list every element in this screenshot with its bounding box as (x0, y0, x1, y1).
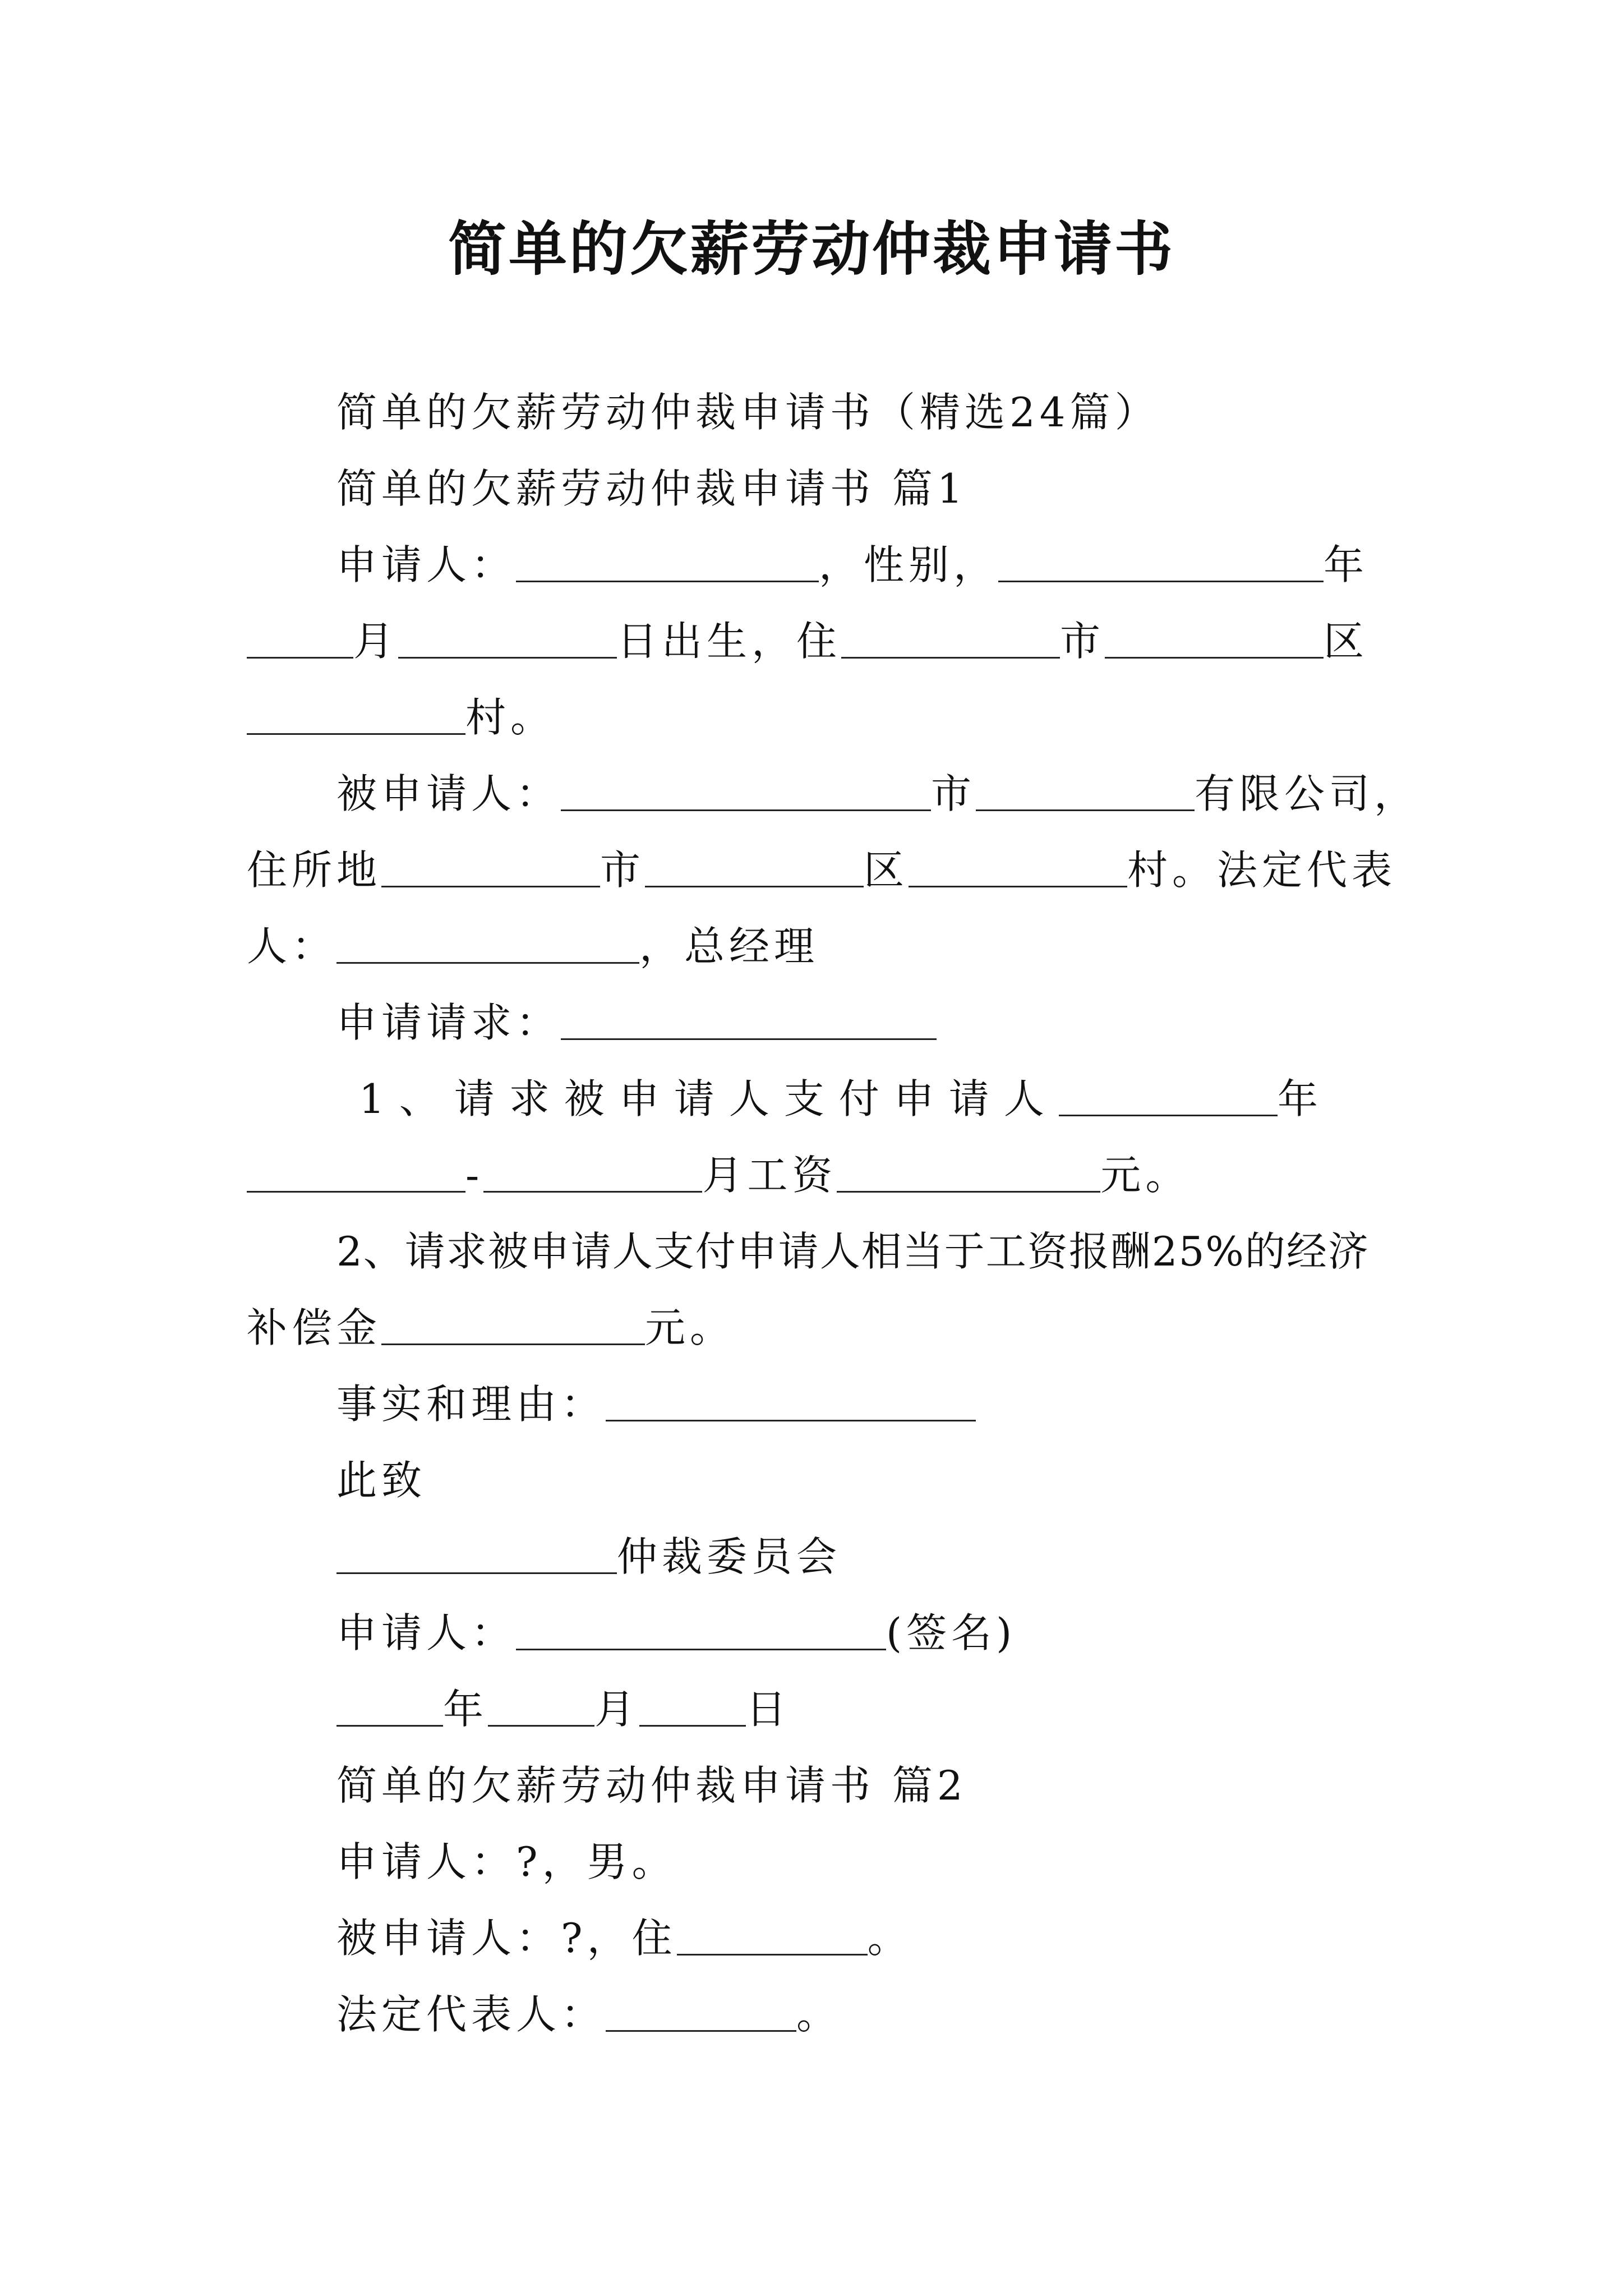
month-label: 月 (353, 618, 399, 665)
wage-start-blank (247, 1152, 465, 1193)
respondent-city-label: 市 (931, 770, 976, 817)
claims-label: 申请请求： (336, 999, 561, 1046)
applicant-label: 申请人： (336, 541, 517, 588)
compensation-line (247, 1303, 735, 1353)
respondent-city-blank (561, 770, 931, 811)
birth-address-line (247, 616, 1368, 666)
legal-rep-2-period: 。 (796, 1991, 842, 2038)
claims-blank (561, 999, 937, 1040)
year-blank (247, 618, 353, 659)
year-label: 年 (1324, 541, 1369, 588)
claims-line (336, 997, 937, 1048)
claim-2-line: 2、请求被申请人支付申请人相当于工资报酬25%的经济 (336, 1228, 1370, 1275)
date-line (336, 1684, 791, 1734)
date-month-blank (488, 1686, 594, 1727)
salutation: 此致 (336, 1457, 427, 1504)
applicant-line (336, 540, 1368, 590)
signature-line (336, 1608, 1016, 1658)
manager-label: ，总经理 (639, 923, 819, 970)
respondent-label: 被申请人： (336, 770, 561, 817)
city-blank (841, 618, 1060, 659)
dash-label: - (465, 1152, 484, 1199)
committee-label: 仲裁委员会 (617, 1533, 842, 1580)
domicile-village-blank (909, 846, 1127, 887)
legal-rep-2-blank (606, 1991, 796, 2032)
wage-end-blank (483, 1152, 702, 1193)
date-day-blank (639, 1686, 746, 1727)
facts-label: 事实和理由： (336, 1381, 606, 1428)
compensation-label: 补偿金 (247, 1304, 382, 1351)
compensation-yuan-label: 元。 (645, 1304, 735, 1351)
date-month-label: 月 (594, 1686, 640, 1733)
gender-label: ，性别， (819, 541, 999, 588)
document-title: 简单的欠薪劳动仲裁申请书 (448, 215, 1175, 283)
compensation-blank (381, 1304, 645, 1345)
domicile-city-blank (381, 846, 600, 887)
date-year-blank (336, 1686, 443, 1727)
date-year-label: 年 (443, 1686, 488, 1733)
month-blank (398, 618, 617, 659)
claim-1-year-label: 年 (1277, 1075, 1332, 1122)
section-heading-1: 简单的欠薪劳动仲裁申请书 篇1 (336, 465, 967, 512)
city-label: 市 (1060, 618, 1105, 665)
respondent-2-period: 。 (867, 1915, 912, 1962)
collection-heading: 简单的欠薪劳动仲裁申请书（精选24篇） (336, 389, 1160, 436)
legal-rep-2-line (336, 1989, 841, 2040)
section-heading-2: 简单的欠薪劳动仲裁申请书 篇2 (336, 1762, 967, 1809)
claim-1-label: 1、请求被申请人支付申请人 (359, 1075, 1059, 1122)
signature-applicant-label: 申请人： (336, 1609, 517, 1657)
applicant-2-line: 申请人：?，男。 (336, 1838, 677, 1885)
facts-blank (606, 1381, 976, 1421)
legal-rep-prefix: 人： (247, 923, 337, 970)
village-blank (247, 694, 465, 735)
legal-rep-2-label: 法定代表人： (336, 1991, 606, 2038)
gender-blank (998, 541, 1324, 582)
village-label: 村。 (465, 694, 556, 741)
facts-line (336, 1379, 976, 1429)
domicile-line (247, 845, 1396, 895)
birth-label: 日出生，住 (617, 618, 842, 665)
company-blank (976, 770, 1195, 811)
yuan-label: 元。 (1100, 1152, 1191, 1199)
committee-blank (336, 1533, 617, 1574)
company-label: 有限公司， (1195, 770, 1419, 817)
legal-rep-line (247, 921, 819, 972)
domicile-city-label: 市 (600, 846, 645, 894)
applicant-name-blank (516, 541, 819, 582)
district-label: 区 (1324, 618, 1369, 665)
domicile-label: 住所地 (247, 846, 382, 894)
signature-blank (516, 1609, 886, 1650)
wage-line (247, 1150, 1190, 1200)
signature-label: (签名) (886, 1609, 1017, 1657)
wage-label: 月工资 (702, 1152, 837, 1199)
respondent-2-label: 被申请人：?，住 (336, 1915, 677, 1962)
village-line (247, 692, 555, 743)
legal-rep-blank (336, 923, 639, 964)
claim-1-year-blank (1059, 1075, 1278, 1116)
wage-amount-blank (837, 1152, 1100, 1193)
respondent-2-address-blank (677, 1915, 868, 1955)
date-day-label: 日 (746, 1686, 791, 1733)
respondent-2-line (336, 1913, 912, 1963)
legal-rep-label: 村。法定代表 (1127, 846, 1397, 894)
domicile-district-blank (645, 846, 864, 887)
claim-1-line (359, 1074, 1332, 1124)
domicile-district-label: 区 (864, 846, 909, 894)
committee-line (336, 1531, 841, 1582)
district-blank (1105, 618, 1324, 659)
respondent-line (336, 769, 1419, 819)
